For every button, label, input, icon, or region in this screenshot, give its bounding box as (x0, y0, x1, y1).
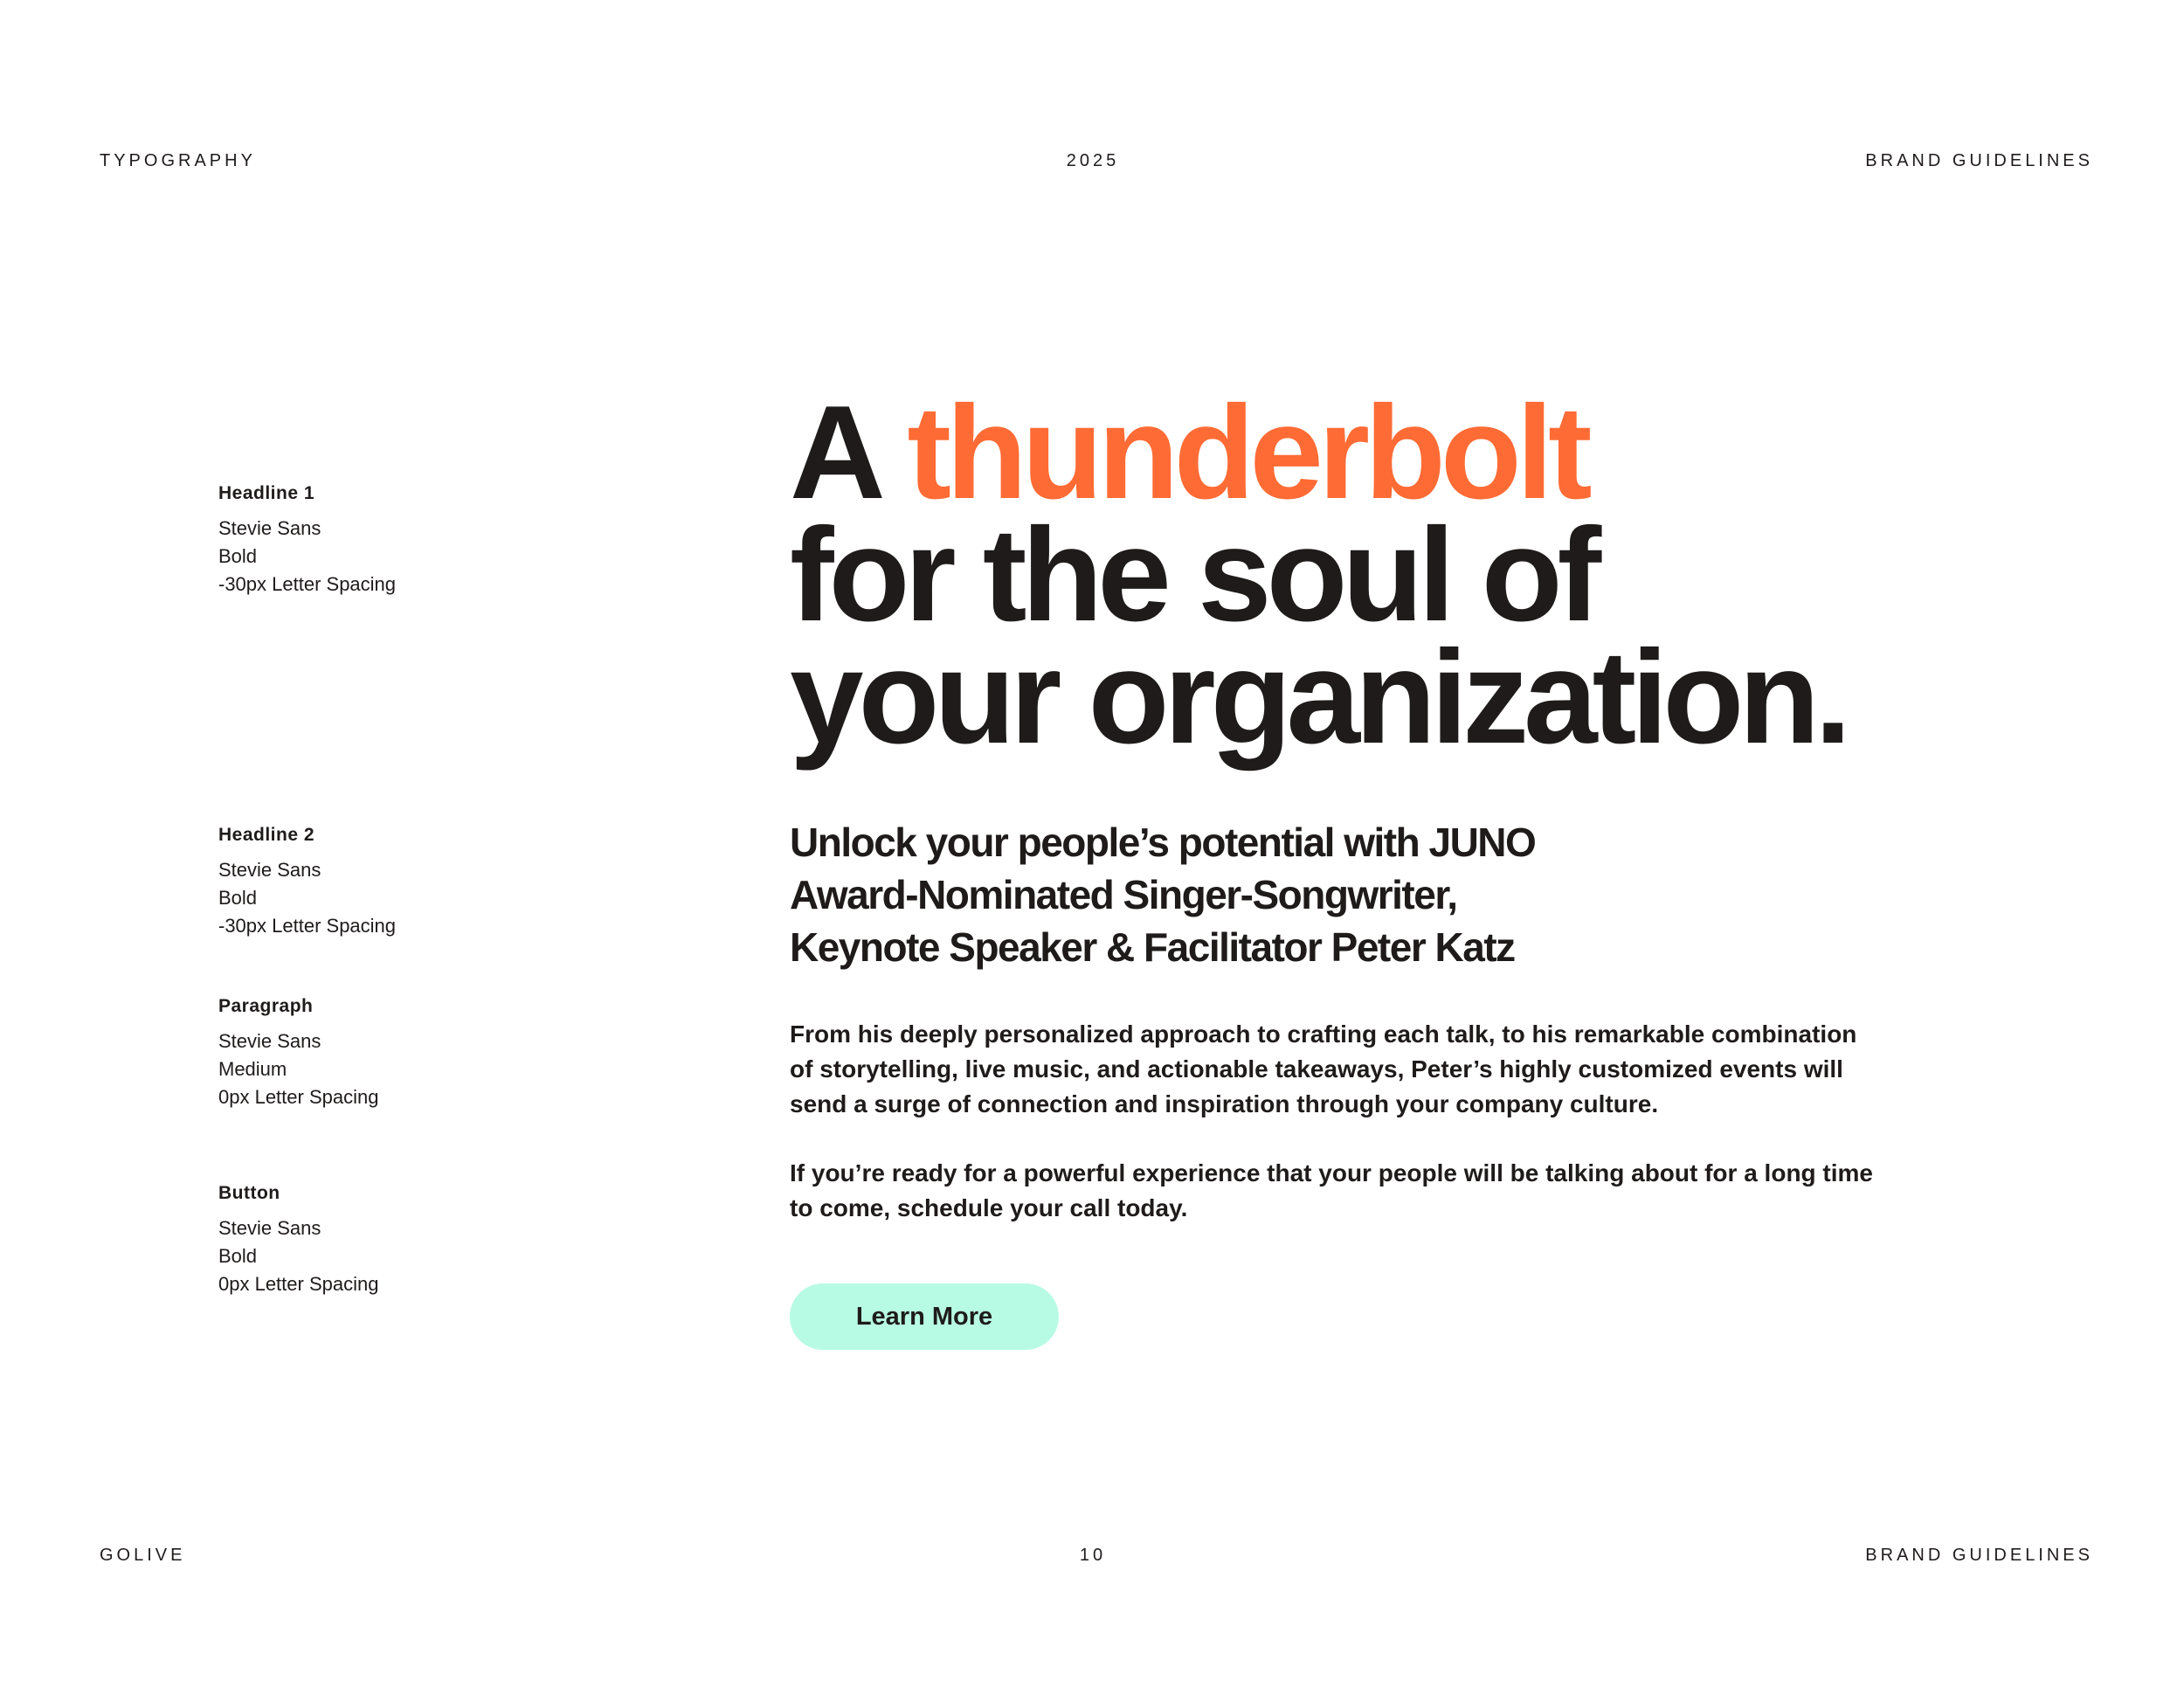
header-section-label: TYPOGRAPHY (100, 151, 256, 170)
headline1-accent-word: thunderbolt (907, 378, 1587, 527)
paragraph2-line2: to come, schedule your call today. (790, 1194, 1188, 1221)
paragraph1-line2: of storytelling, live music, and actionable takeaways, Peter’s highly customized events will (790, 1055, 1843, 1083)
paragraph1-line1: From his deeply personalized approach to crafting each talk, to his remarkable combination (790, 1020, 1857, 1048)
footer-page-number: 10 (1079, 1546, 1107, 1565)
headline2-line2: Award-Nominated Singer-Songwriter, (790, 872, 1457, 917)
sample-paragraph-2 (790, 1156, 1925, 1226)
spec-font: Stevie Sans (218, 859, 321, 882)
header-year: 2025 (1066, 151, 1120, 170)
headline1-line3: your organization. (790, 623, 1847, 771)
spec-letter-spacing: 0px Letter Spacing (218, 1086, 379, 1109)
spec-headline1 (218, 482, 396, 598)
spec-paragraph (218, 995, 378, 1111)
spec-weight: Bold (218, 1245, 258, 1268)
spec-weight: Bold (218, 887, 258, 910)
spec-button (218, 1182, 378, 1298)
spec-title: Headline 2 (218, 825, 315, 845)
footer-document-title: BRAND GUIDELINES (1865, 1546, 2093, 1565)
spec-title: Headline 1 (218, 483, 315, 503)
spec-font: Stevie Sans (218, 1030, 321, 1053)
headline1-word-a: A (790, 378, 876, 527)
headline2-line3: Keynote Speaker & Facilitator Peter Katz (790, 924, 1515, 970)
spec-font: Stevie Sans (218, 1217, 321, 1240)
footer-brand-name: GOLIVE (100, 1546, 186, 1565)
spec-font: Stevie Sans (218, 517, 321, 540)
spec-weight: Medium (218, 1058, 287, 1081)
spec-letter-spacing: 0px Letter Spacing (218, 1273, 379, 1296)
spec-weight: Bold (218, 545, 258, 568)
header-document-title: BRAND GUIDELINES (1865, 151, 2093, 170)
headline2-line1: Unlock your people’s potential with JUNO (790, 820, 1536, 865)
paragraph1-line3: send a surge of connection and inspiration through your company culture. (790, 1090, 1659, 1117)
sample-paragraph-1 (790, 1017, 1925, 1122)
spec-letter-spacing: -30px Letter Spacing (218, 915, 397, 937)
learn-more-button[interactable]: Learn More (790, 1283, 1059, 1350)
spec-letter-spacing: -30px Letter Spacing (218, 573, 397, 596)
paragraph2-line1: If you’re ready for a powerful experience that your people will be talking about for a long time (790, 1159, 1873, 1186)
headline1-line2: for the soul of (790, 501, 1597, 649)
spec-headline2 (218, 824, 396, 940)
spec-title: Button (218, 1183, 280, 1203)
sample-headline1 (790, 378, 1847, 771)
sample-headline2 (790, 816, 1535, 973)
spec-title: Paragraph (218, 996, 314, 1016)
